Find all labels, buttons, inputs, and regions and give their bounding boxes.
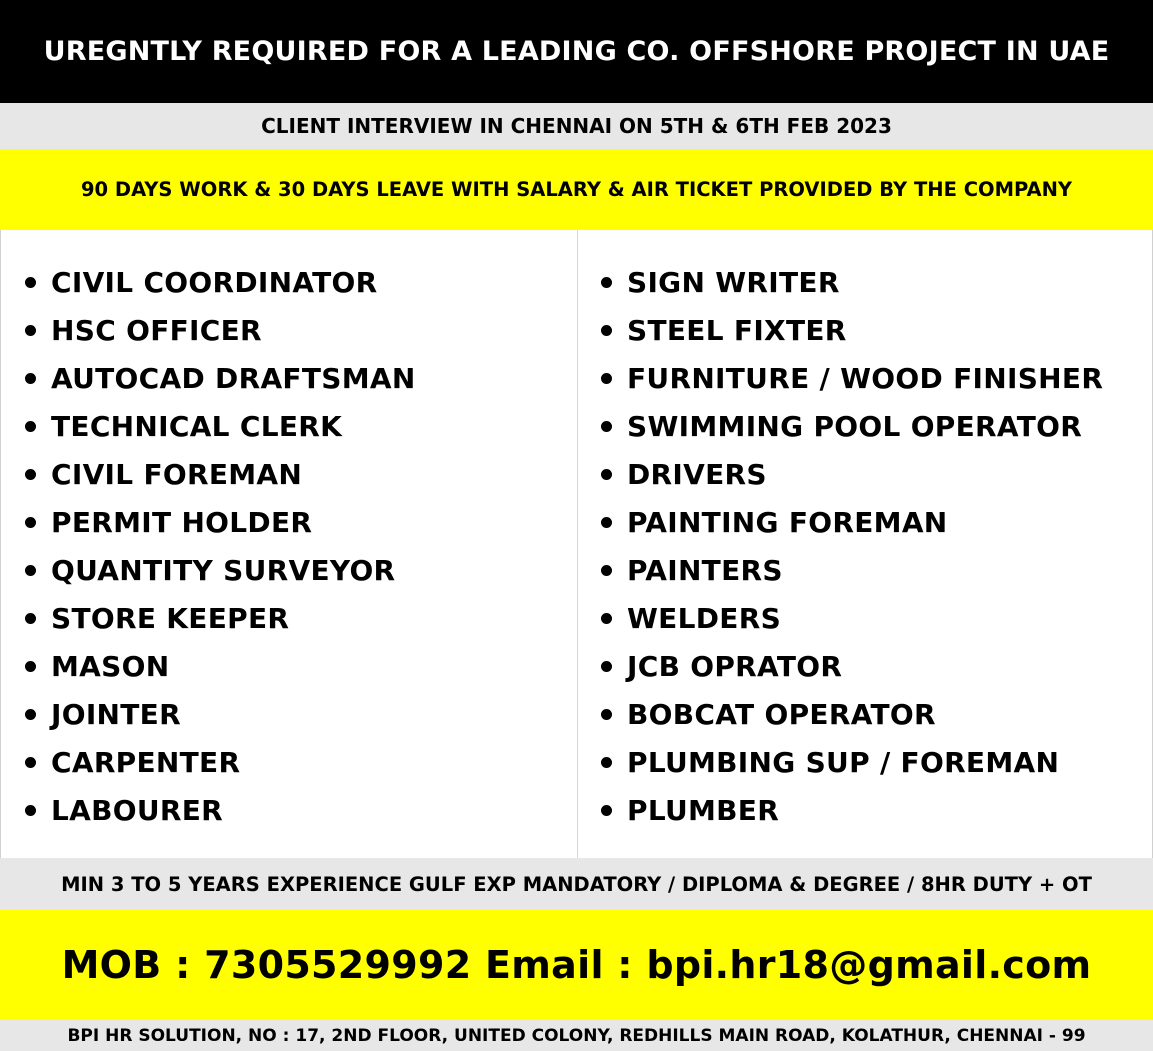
bullet-icon <box>601 373 612 384</box>
bullet-icon <box>25 325 36 336</box>
job-positions-section <box>0 230 1153 858</box>
bullet-icon <box>601 325 612 336</box>
bullet-icon <box>601 421 612 432</box>
bullet-icon <box>25 469 36 480</box>
job-title: PLUMBING SUP / FOREMAN <box>627 745 1060 779</box>
requirements-text: MIN 3 TO 5 YEARS EXPERIENCE GULF EXP MANDATORY / DIPLOMA & DEGREE / 8HR DUTY + OT <box>61 872 1092 896</box>
job-title: SWIMMING POOL OPERATOR <box>627 409 1083 443</box>
job-title: CIVIL FOREMAN <box>51 457 303 491</box>
job-title: FURNITURE / WOOD FINISHER <box>627 361 1104 395</box>
job-list-right <box>601 258 1103 834</box>
job-item <box>601 546 1103 594</box>
job-title: AUTOCAD DRAFTSMAN <box>51 361 416 395</box>
bullet-icon <box>25 277 36 288</box>
job-item <box>601 306 1103 354</box>
bullet-icon <box>601 613 612 624</box>
bullet-icon <box>601 277 612 288</box>
job-title: CARPENTER <box>51 745 241 779</box>
interview-text: CLIENT INTERVIEW IN CHENNAI ON 5TH & 6TH FEB 2023 <box>261 114 892 138</box>
bullet-icon <box>25 709 36 720</box>
job-item <box>25 498 416 546</box>
contact-banner <box>0 910 1153 1020</box>
job-item <box>601 786 1103 834</box>
job-item <box>601 738 1103 786</box>
job-title: PERMIT HOLDER <box>51 505 313 539</box>
job-item <box>601 690 1103 738</box>
job-item <box>601 402 1103 450</box>
bullet-icon <box>25 613 36 624</box>
bullet-icon <box>25 805 36 816</box>
requirements-banner <box>0 858 1153 910</box>
job-title: TECHNICAL CLERK <box>51 409 343 443</box>
address-text: BPI HR SOLUTION, NO : 17, 2ND FLOOR, UNITED COLONY, REDHILLS MAIN ROAD, KOLATHUR, CHENNAI - 99 <box>67 1025 1086 1046</box>
job-title: MASON <box>51 649 170 683</box>
job-item <box>25 306 416 354</box>
bullet-icon <box>601 469 612 480</box>
headline-text: UREGNTLY REQUIRED FOR A LEADING CO. OFFSHORE PROJECT IN UAE <box>43 36 1110 67</box>
job-title: HSC OFFICER <box>51 313 262 347</box>
address-banner <box>0 1020 1153 1051</box>
bullet-icon <box>25 517 36 528</box>
job-title: STEEL FIXTER <box>627 313 847 347</box>
job-item <box>25 786 416 834</box>
job-title: PLUMBER <box>627 793 780 827</box>
job-item <box>25 594 416 642</box>
bullet-icon <box>601 709 612 720</box>
job-item <box>25 690 416 738</box>
job-title: DRIVERS <box>627 457 767 491</box>
job-title: STORE KEEPER <box>51 601 290 635</box>
job-item <box>25 258 416 306</box>
job-item <box>601 354 1103 402</box>
interview-banner <box>0 103 1153 149</box>
job-title: JCB OPRATOR <box>627 649 843 683</box>
job-item <box>601 498 1103 546</box>
bullet-icon <box>25 421 36 432</box>
job-item <box>25 642 416 690</box>
leave-terms-text: 90 DAYS WORK & 30 DAYS LEAVE WITH SALARY & AIR TICKET PROVIDED BY THE COMPANY <box>80 178 1073 201</box>
job-title: BOBCAT OPERATOR <box>627 697 936 731</box>
contact-text: MOB : 7305529992 Email : bpi.hr18@gmail.com <box>61 943 1092 987</box>
job-title: SIGN WRITER <box>627 265 840 299</box>
leave-terms-banner <box>0 149 1153 230</box>
job-item <box>601 594 1103 642</box>
job-item <box>601 258 1103 306</box>
job-list-left <box>25 258 416 834</box>
job-title: WELDERS <box>627 601 782 635</box>
job-item <box>25 738 416 786</box>
bullet-icon <box>601 805 612 816</box>
bullet-icon <box>601 661 612 672</box>
job-title: JOINTER <box>51 697 181 731</box>
column-divider <box>577 230 578 858</box>
job-item <box>25 354 416 402</box>
bullet-icon <box>25 565 36 576</box>
bullet-icon <box>601 517 612 528</box>
bullet-icon <box>25 373 36 384</box>
bullet-icon <box>601 757 612 768</box>
job-item <box>601 642 1103 690</box>
bullet-icon <box>25 757 36 768</box>
job-title: CIVIL COORDINATOR <box>51 265 378 299</box>
bullet-icon <box>601 565 612 576</box>
job-title: QUANTITY SURVEYOR <box>51 553 396 587</box>
job-item <box>25 546 416 594</box>
job-title: LABOURER <box>51 793 224 827</box>
headline-banner <box>0 0 1153 103</box>
job-item <box>25 402 416 450</box>
job-title: PAINTERS <box>627 553 783 587</box>
job-item <box>25 450 416 498</box>
job-title: PAINTING FOREMAN <box>627 505 948 539</box>
bullet-icon <box>25 661 36 672</box>
job-item <box>601 450 1103 498</box>
